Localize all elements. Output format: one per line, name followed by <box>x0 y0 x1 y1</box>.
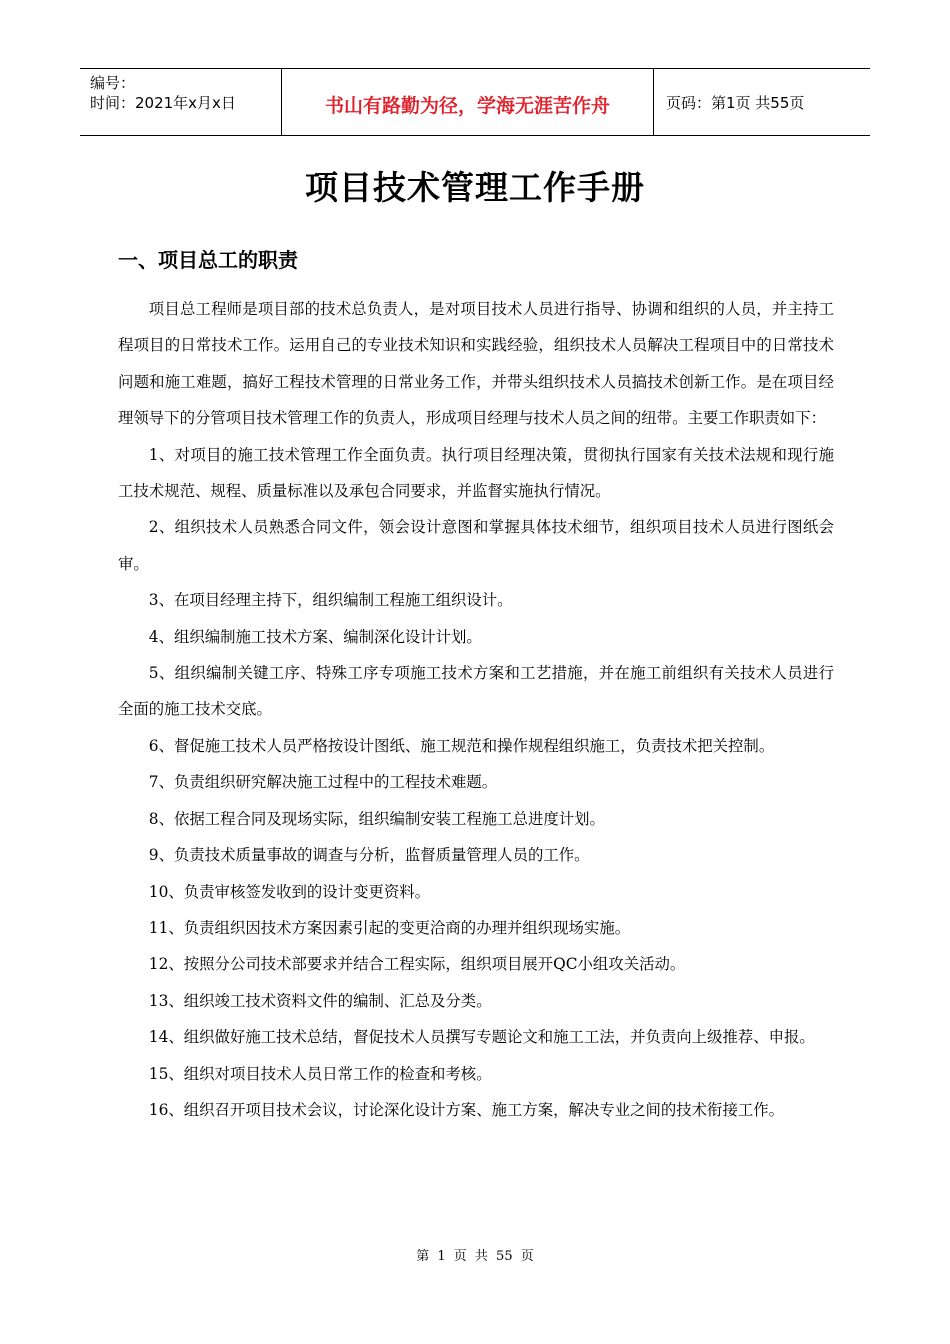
document-date-label: 时间：2021年x月x日 <box>90 94 236 112</box>
header-page-info: 页码：第1页 共55页 <box>666 93 805 112</box>
header-meta-cell <box>80 69 282 135</box>
duty-item-10: 10、负责审核签发收到的设计变更资料。 <box>148 882 431 901</box>
duty-item-16: 16、组织召开项目技术会议，讨论深化设计方案、施工方案，解决专业之间的技术衔接工作。 <box>148 1100 785 1119</box>
duty-item-8: 8、依据工程合同及现场实际，组织编制安装工程施工总进度计划。 <box>148 809 605 828</box>
page-header <box>80 68 870 136</box>
duty-item-4: 4、组织编制施工技术方案、编制深化设计计划。 <box>148 627 482 646</box>
duty-item-15: 15、组织对项目技术人员日常工作的检查和考核。 <box>148 1064 492 1083</box>
intro-paragraph: 项目总工程师是项目部的技术总负责人，是对项目技术人员进行指导、协调和组织的人员，并主持工程项目的日常技术工作。运用自己的专业技术知识和实践经验，组织技术人员解决工程项目中的日常技术问题和施工难题，搞好工程技术管理的日常业务工作，并带头组织技术人员搞技术创新工作。是在项目经理领导下的分管项目技术管理工作的负责人，形成项目经理与技术人员之间的纽带。主要工作职责如下： <box>118 300 834 428</box>
page-footer: 第 1 页 共 55 页 <box>416 1249 534 1264</box>
document-title: 项目技术管理工作手册 <box>305 168 645 207</box>
duty-item-14: 14、组织做好施工技术总结，督促技术人员撰写专题论文和施工工法，并负责向上级推荐、申报。 <box>148 1028 815 1047</box>
duty-item-13: 13、组织竣工技术资料文件的编制、汇总及分类。 <box>148 991 492 1010</box>
duty-item-9: 9、负责技术质量事故的调查与分析，监督质量管理人员的工作。 <box>148 846 590 865</box>
duty-item-11: 11、负责组织因技术方案因素引起的变更洽商的办理并组织现场实施。 <box>148 918 631 937</box>
document-number-label: 编号： <box>90 74 136 92</box>
duty-item-12: 12、按照分公司技术部要求并结合工程实际，组织项目展开QC小组攻关活动。 <box>148 955 686 974</box>
duty-item-5: 5、组织编制关键工序、特殊工序专项施工技术方案和工艺措施，并在施工前组织有关技术人员进行全面的施工技术交底。 <box>118 664 834 719</box>
duty-item-2: 2、组织技术人员熟悉合同文件，领会设计意图和掌握具体技术细节，组织项目技术人员进行图纸会审。 <box>118 518 834 573</box>
document-body <box>118 291 834 1128</box>
header-motto: 书山有路勤为径，学海无涯苦作舟 <box>324 94 610 117</box>
duty-item-7: 7、负责组织研究解决施工过程中的工程技术难题。 <box>148 773 498 792</box>
duty-item-1: 1、对项目的施工技术管理工作全面负责。执行项目经理决策，贯彻执行国家有关技术法规和现行施工技术规范、规程、质量标准以及承包合同要求，并监督实施执行情况。 <box>118 445 834 501</box>
section-heading: 一、项目总工的职责 <box>118 248 298 272</box>
duty-item-6: 6、督促施工技术人员严格按设计图纸、施工规范和操作规程组织施工，负责技术把关控制。 <box>148 736 775 755</box>
duty-item-3: 3、在项目经理主持下，组织编制工程施工组织设计。 <box>148 591 513 610</box>
header-motto-cell <box>282 69 654 135</box>
header-page-cell <box>654 69 870 135</box>
